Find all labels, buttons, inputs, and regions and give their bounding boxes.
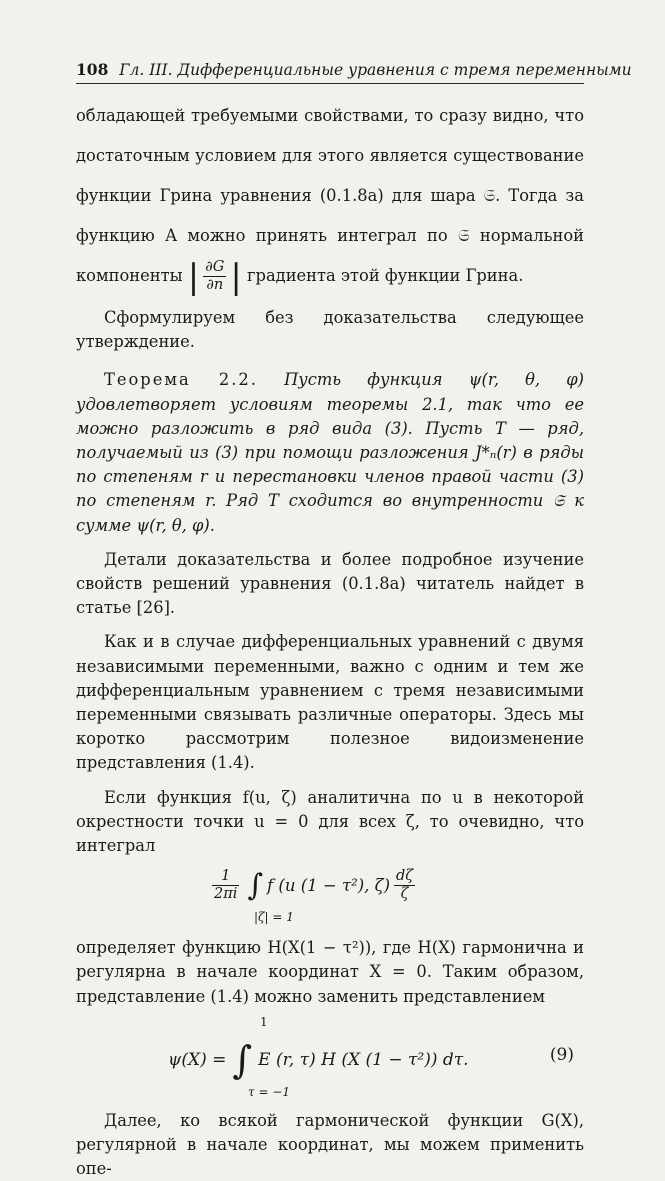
abs-bar-left: |	[187, 256, 200, 297]
theorem-2-2	[76, 368, 584, 537]
paragraph-5: Если функция f(u, ζ) аналитична по u в некоторой окрестности точки u = 0 для всех ζ, то очевидно, что интеграл	[76, 787, 584, 856]
coef-fraction	[212, 868, 239, 903]
integral-limit: |ζ| = 1	[254, 910, 294, 925]
page-number: 108	[76, 60, 109, 79]
chapter-title: Гл. III. Дифференциальные уравнения с тремя переменными	[119, 61, 632, 79]
page	[76, 60, 632, 1181]
integrand: f (u (1 − τ²), ζ)	[267, 876, 391, 896]
paragraph-1-tail: градиента этой функции Грина.	[247, 266, 524, 285]
integral-sign: ∫	[247, 867, 264, 903]
paragraph-7: Далее, ко всякой гармонической функции G(X), регулярной в начале координат, мы можем применить опе-	[76, 1110, 584, 1179]
dzeta-fraction	[394, 868, 415, 903]
formula-integrand: E (r, τ) H (X (1 − τ²)) dτ.	[258, 1049, 469, 1070]
abs-bar-right: |	[230, 256, 242, 297]
equation-number: (9)	[549, 1044, 574, 1065]
upper-limit: 1	[260, 1014, 268, 1029]
normal-derivative-fraction	[203, 259, 226, 294]
lower-limit: τ = −1	[248, 1084, 291, 1099]
paragraph-1	[76, 96, 584, 296]
dz-denominator: ζ	[400, 886, 409, 903]
formula-contour-integral	[76, 862, 584, 932]
integral-sign-2: ∫	[232, 1037, 253, 1082]
paragraph-6: определяет функцию H(X(1 − τ²)), где H(X) гармонична и регулярна в начале координат X = 0. Таким образом, представление (1.4) можно заменить представлением	[76, 938, 584, 1006]
dz-numerator: dζ	[396, 868, 414, 885]
coef-denominator: 2πi	[214, 886, 238, 903]
theorem-body: Пусть функция ψ(r, θ, φ) удовлетворяет условиям теоремы 2.1, так что ее можно разложить в ряд вида (3). Пусть T — ряд, получаемый из (3) при помощи разложения J*ₙ(r) в ряды по степеням r и перестановки членов правой части (3) по степеням r. Ряд T сходится во внутренности 𝔖 к сумме ψ(r, θ, φ).	[76, 370, 585, 535]
frac-denominator: ∂n	[206, 277, 224, 293]
running-head	[76, 60, 632, 84]
formula-lhs: ψ(X) =	[168, 1049, 227, 1070]
theorem-heading: Теорема 2.2.	[104, 370, 258, 390]
paragraph-3: Детали доказательства и более подробное изучение свойств решений уравнения (0.1.8а) читатель найдет в статье [26].	[76, 549, 584, 618]
paragraph-4: Как и в случае дифференциальных уравнений с двумя независимыми переменными, важно с одним и тем же дифференциальным уравнением с тремя независимыми переменными связывать различные операторы. Здесь мы коротко рассмотрим полезное видоизменение представления (1.4).	[76, 632, 584, 773]
coef-numerator: 1	[212, 868, 239, 886]
paragraph-1-text: обладающей требуемыми свойствами, то сразу видно, что достаточным условием для этого является существование функции Грина уравнения (0.1.8а) для шара 𝔖. Тогда за функцию A можно принять интеграл по 𝔖 нормальной компоненты	[76, 106, 584, 285]
paragraph-2: Сформулируем без доказательства следующее утверждение.	[76, 308, 584, 352]
formula-9	[76, 1015, 584, 1103]
frac-numerator: ∂G	[205, 259, 225, 275]
